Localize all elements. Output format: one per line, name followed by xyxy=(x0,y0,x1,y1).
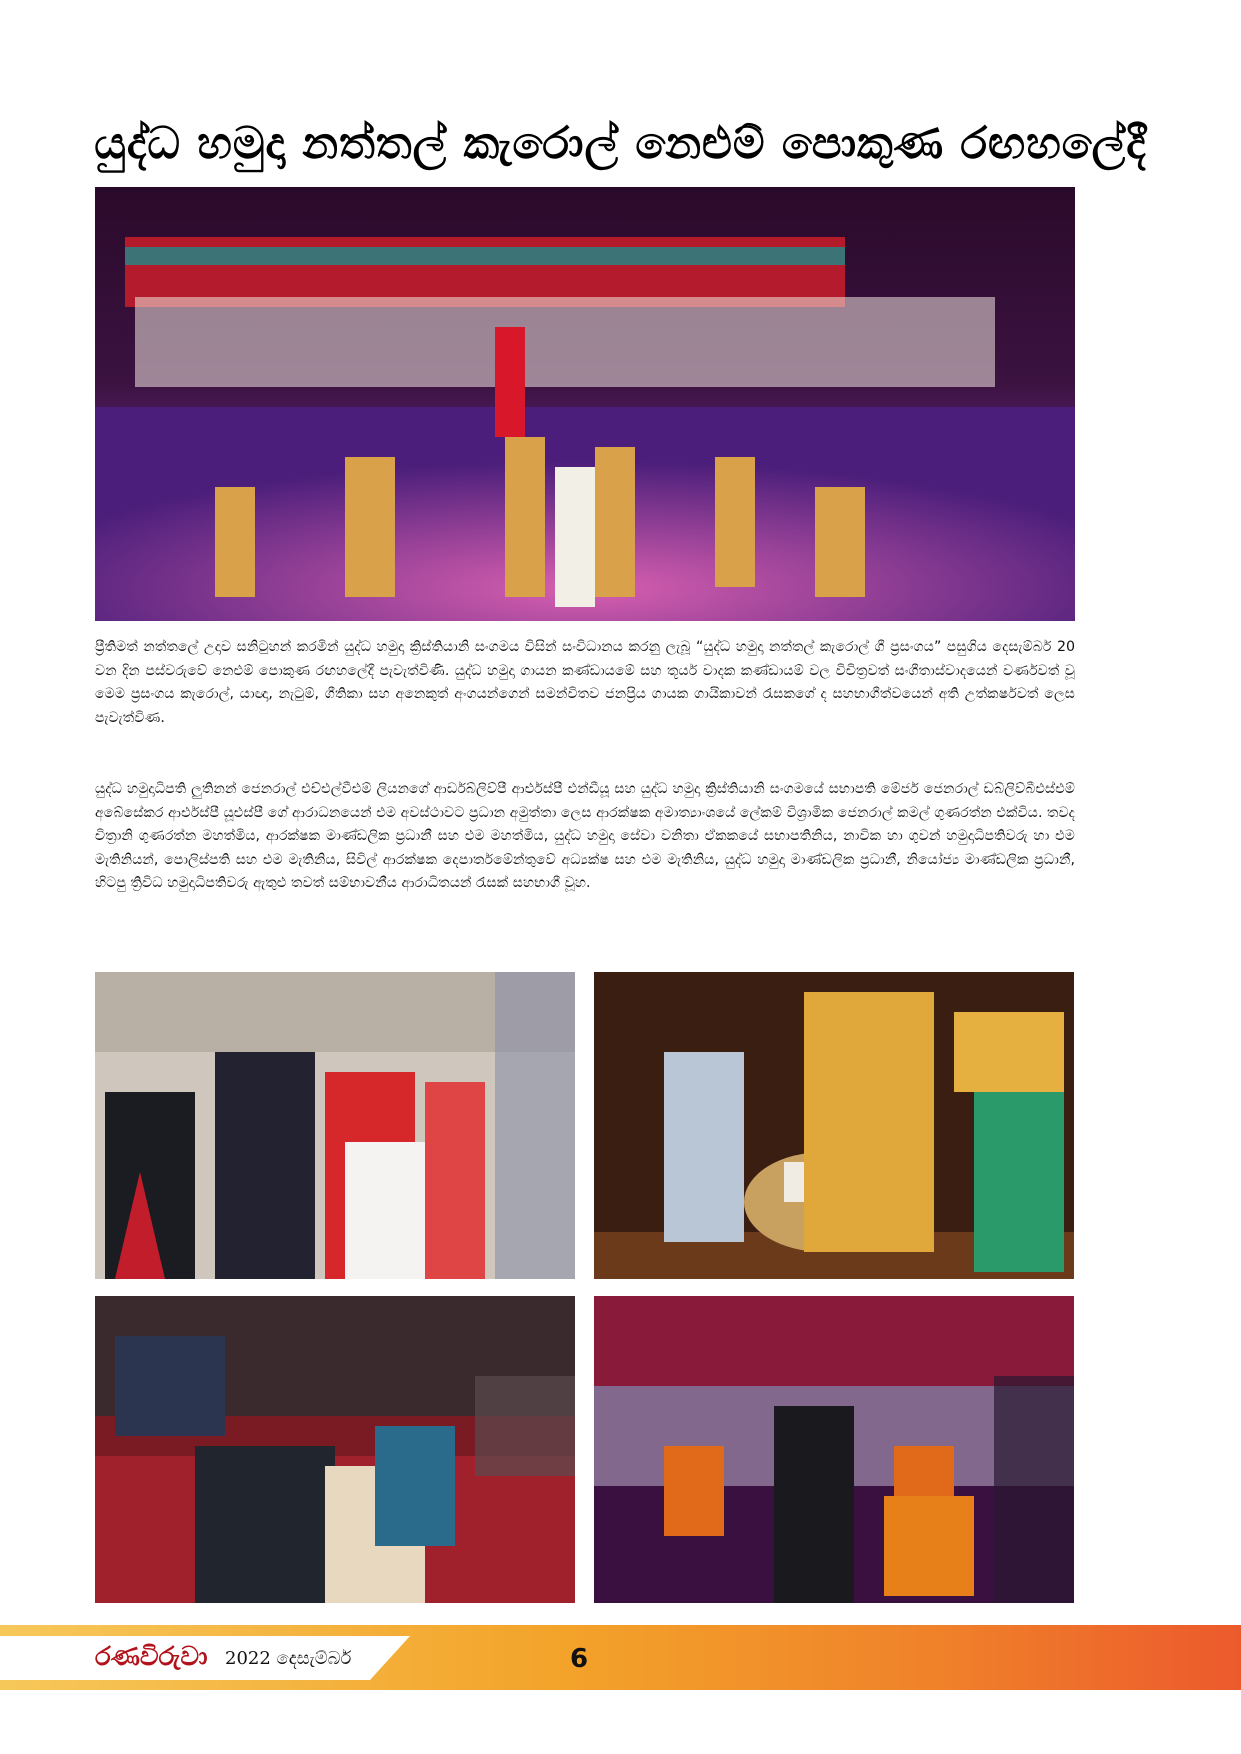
footer-label-panel-edge xyxy=(370,1636,410,1680)
guests-arrival-photo xyxy=(95,972,575,1279)
article-paragraph-1: ප්‍රීතිමත් නත්තලේ උදාව සනිටුහන් කරමින් යුද්ධ හමුදා ක්‍රිස්තියානි සංගමය විසින් සංවිධානය කරනු ලැබූ “යුද්ධ හමුදා නත්තල් කැරොල් ගී ප්‍රසංගය” පසුගිය දෙසැම්බර් 20 වන දින පස්වරුවේ නෙළුම් පොකුණ රඟහලේදී පැවැත්විණි. යුද්ධ හමුදා ගායන කණ්ඩායමේ සහ තූර්ය වාදක කණ්ඩායම් වල විචිත්‍රවත් සංගීතාස්වාදයෙන් වර්ණවත් වූ මෙම ප්‍රසංගය කැරොල්, යාඥා, නැටුම්, ගීතිකා සහ අනෙකුත් අංගයන්ගෙන් සමන්විතව ජනප්‍රිය ගායක ගායිකාවන් රැසකගේ ද සහභාගීත්වයෙන් අති උත්කර්ෂවත් ලෙස පැවැත්විණ. xyxy=(95,639,1075,726)
article-headline: යුද්ධ හමුදා නත්තල් කැරොල් නෙළුම් පොකුණ රඟහලේදී xyxy=(94,118,1147,169)
band-singer-photo xyxy=(594,1296,1074,1603)
stage-performance-photo xyxy=(95,187,1075,621)
page-number: 6 xyxy=(570,1644,589,1674)
audience-photo xyxy=(95,1296,575,1603)
nativity-scene-photo xyxy=(594,972,1074,1279)
publication-brand: රණවිරුවා xyxy=(95,1642,208,1672)
article-paragraph-2: යුද්ධ හමුදාධිපති ලුතිනන් ජෙනරාල් එච්එල්වීඑම් ලියනගේ ආර්ඩබ්ලිව්පී ආර්එස්පී එන්ඩීයූ සහ යුද්ධ හමුදා ක්‍රිස්තියානි සංගමයේ සභාපති මේජර් ජෙනරාල් ඩබ්ලිව්බීඑස්එම් අබේසේකර ආර්එස්පී යූඑස්පී ගේ ආරාධනයෙන් එම අවස්ථාවට ප්‍රධාන අමුත්තා ලෙස ආරක්ෂක අමාත්‍යාංශයේ ලේකම් විශ්‍රාමික ජෙනරාල් කමල් ගුණරත්න එක්විය. තවද චිත්‍රානි ගුණරත්න මහත්මිය, ආරක්ෂක මාණ්ඩලික ප්‍රධානී සහ එම මහත්මිය, යුද්ධ හමුදා සේවා වනිතා ඒකකයේ සභාපතිනිය, නාවික හා ගුවන් හමුදාධිපතිවරු හා එම මැතිනියන්, පොලිස්පති සහ එම මැතිනිය, සිවිල් ආරක්ෂක දෙපාර්තමේන්තුවේ අධ්‍යක්ෂ සහ එම මැතිනිය, යුද්ධ හමුදා මාණ්ඩලික ප්‍රධානී, නියෝජ්‍ය මාණ්ඩලික ප්‍රධානී, හිටපු ත්‍රිවිධ හමුදාධිපතිවරු ඇතුළු තවත් සම්භාවනීය ආරාධිතයන් රැසක් සහභාගී වූහ. xyxy=(95,781,1075,891)
issue-date: 2022 දෙසැම්බර් xyxy=(225,1648,352,1669)
